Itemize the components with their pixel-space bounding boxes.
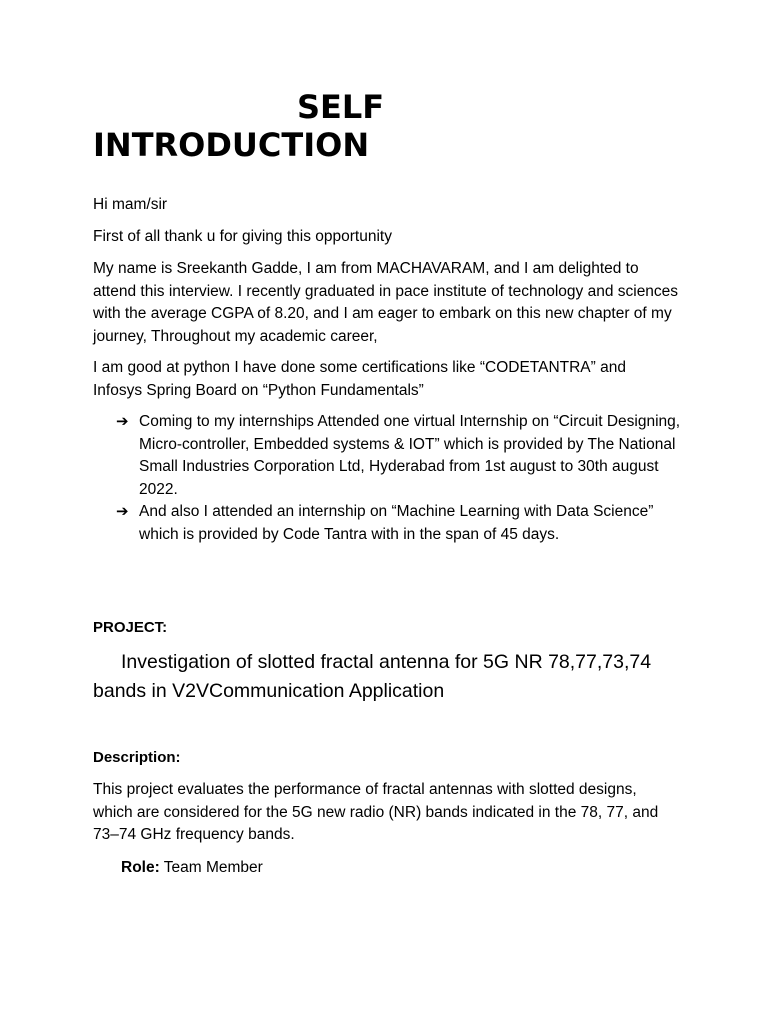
project-label: PROJECT: (93, 619, 168, 636)
project-title: Investigation of slotted fractal antenna for 5G NR 78,77,73,74 bands in V2VCommunication Application (93, 651, 652, 702)
role-label: Role: (121, 859, 160, 876)
page-title-line-2: INTRODUCTION (93, 126, 370, 164)
role-value: Team Member (163, 859, 263, 876)
arrow-right-icon: ➔ (116, 413, 129, 430)
description-text: This project evaluates the performance of fractal antennas with slotted designs, which are considered for the 5G new radio (NR) bands indicated in the 78, 77, and 73–74 GHz frequency bands. (93, 781, 659, 843)
page-title (93, 88, 433, 164)
internship-list (116, 411, 686, 546)
role-line (121, 857, 263, 879)
list-item (116, 501, 686, 546)
arrow-right-icon: ➔ (116, 503, 129, 520)
description-label: Description: (93, 749, 181, 766)
list-item-text: Coming to my internships Attended one virtual Internship on “Circuit Designing, Micro-controller, Embedded systems & IOT” which is provided by The National Small Industries Corporation Ltd, Hyderabad from 1st august to 30th august 2022. (139, 413, 681, 498)
greeting-text: Hi mam/sir (93, 196, 168, 213)
page-title-line-1: SELF (297, 88, 385, 126)
skills-paragraph: I am good at python I have done some certifications like “CODETANTRA” and Infosys Spring Board on “Python Fundamentals” (93, 359, 626, 399)
thanks-text: First of all thank u for giving this opportunity (93, 228, 392, 245)
list-item-text: And also I attended an internship on “Machine Learning with Data Science” which is provided by Code Tantra with in the span of 45 days. (139, 503, 654, 543)
list-item (116, 411, 686, 501)
intro-paragraph: My name is Sreekanth Gadde, I am from MACHAVARAM, and I am delighted to attend this interview. I recently graduated in pace institute of technology and sciences with the average CGPA of 8.20, and I am eager to embark on this new chapter of my journey, Throughout my academic career, (93, 260, 679, 345)
